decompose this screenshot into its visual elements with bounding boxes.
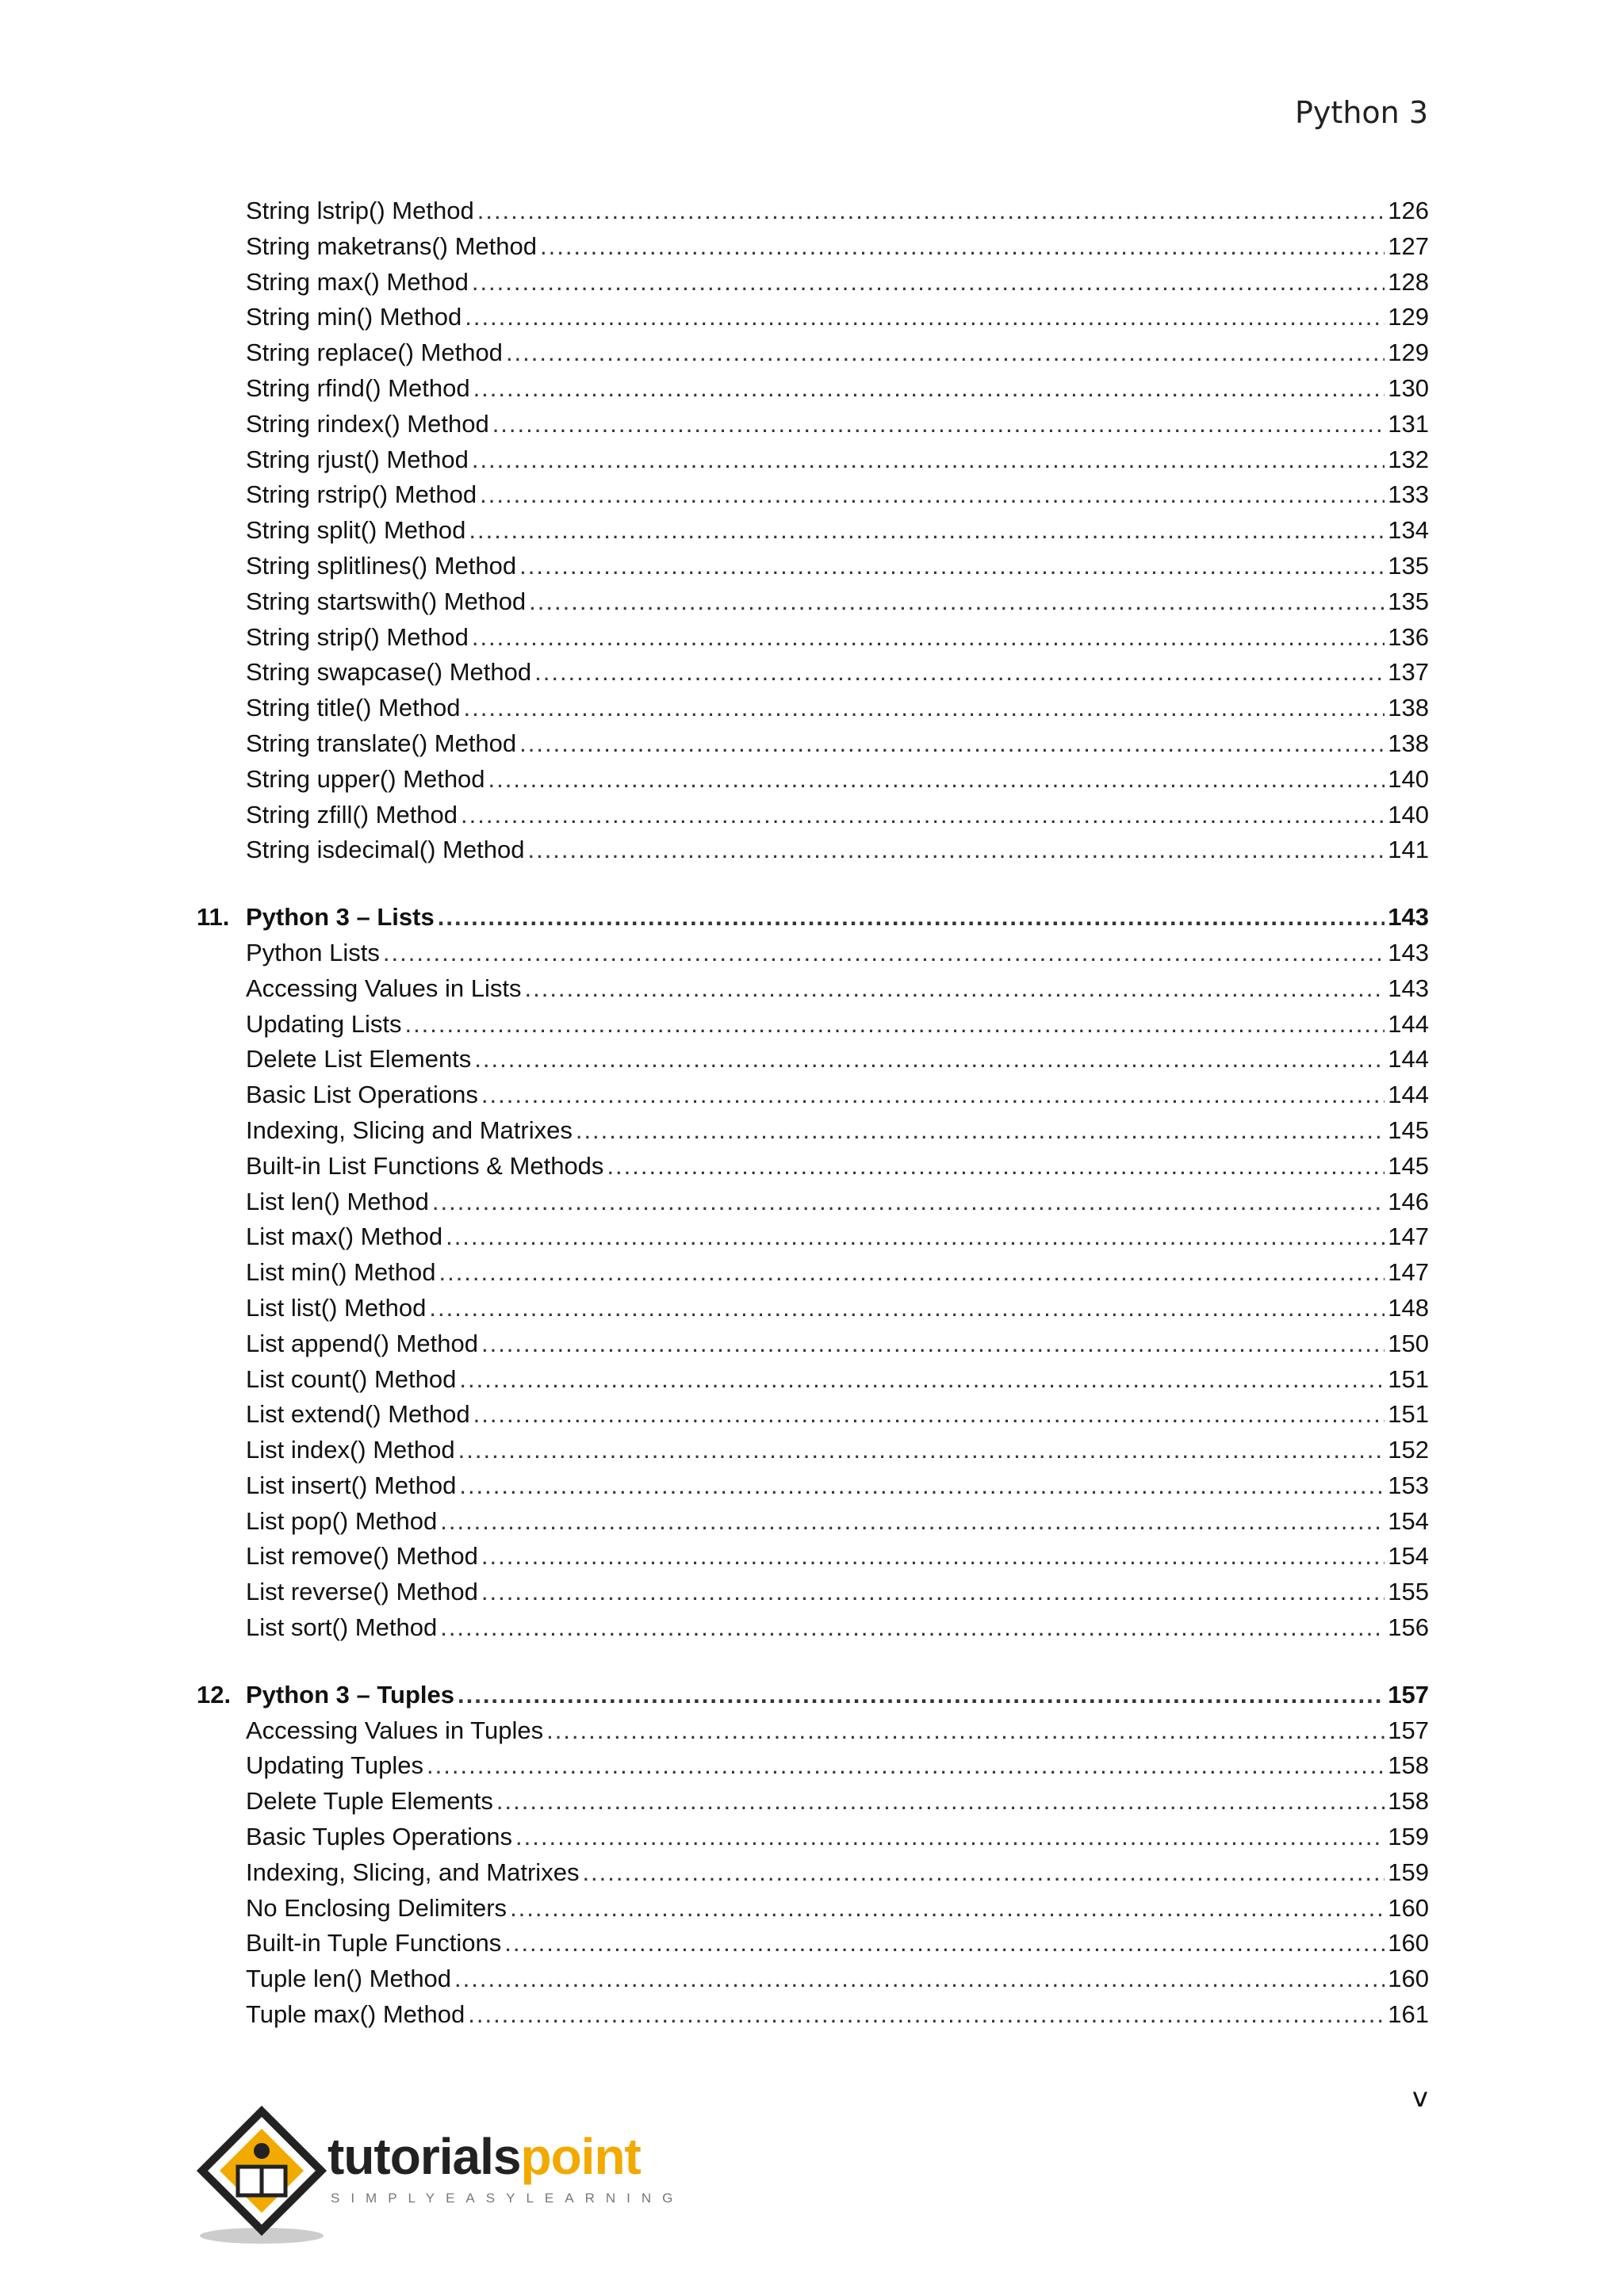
chapter-number: 12. bbox=[197, 1680, 232, 1709]
dot-leader bbox=[546, 1713, 1385, 1749]
toc-entry-page: 136 bbox=[1388, 622, 1429, 651]
dot-leader bbox=[459, 1468, 1385, 1504]
toc-entry[interactable] bbox=[197, 1539, 1429, 1575]
toc-entry[interactable] bbox=[197, 1926, 1429, 1961]
toc-entry-page: 156 bbox=[1388, 1613, 1429, 1642]
toc-entry-title: Python Lists bbox=[246, 938, 380, 966]
toc-entry-page: 148 bbox=[1388, 1293, 1429, 1322]
toc-entry[interactable] bbox=[197, 936, 1429, 971]
dot-leader bbox=[458, 1433, 1385, 1468]
toc-entry[interactable] bbox=[197, 1007, 1429, 1043]
toc-entry[interactable] bbox=[197, 1784, 1429, 1820]
toc-entry-page: 159 bbox=[1388, 1823, 1429, 1851]
toc-entry-title: List pop() Method bbox=[246, 1506, 438, 1535]
section-gap bbox=[197, 1646, 1429, 1678]
toc-entry-title: Built-in Tuple Functions bbox=[246, 1929, 502, 1957]
dot-leader bbox=[439, 1255, 1385, 1291]
toc-entry-page: 126 bbox=[1388, 197, 1429, 224]
toc-entry[interactable] bbox=[197, 762, 1429, 798]
toc-entry[interactable] bbox=[197, 513, 1429, 549]
toc-entry-title: String title() Method bbox=[246, 694, 461, 722]
toc-entry-page: 146 bbox=[1388, 1187, 1429, 1215]
toc-entry-title: List len() Method bbox=[246, 1187, 429, 1215]
toc-entry[interactable] bbox=[197, 1184, 1429, 1220]
toc-entry-title: Python 3 – Tuples bbox=[246, 1680, 454, 1709]
toc-entry-page: 143 bbox=[1388, 938, 1429, 966]
toc-entry-title: String zfill() Method bbox=[246, 800, 458, 828]
dot-leader bbox=[468, 1997, 1385, 2033]
toc-entry-page: 129 bbox=[1388, 339, 1429, 367]
toc-entry[interactable] bbox=[197, 726, 1429, 762]
toc-entry-page: 132 bbox=[1388, 445, 1429, 473]
toc-entry-page: 145 bbox=[1388, 1115, 1429, 1144]
toc-entry-page: 144 bbox=[1388, 1009, 1429, 1038]
toc-entry-title: String rstrip() Method bbox=[246, 480, 477, 509]
toc-entry[interactable] bbox=[197, 193, 1429, 229]
toc-entry-title: String splitlines() Method bbox=[246, 551, 517, 580]
dot-leader bbox=[461, 798, 1385, 833]
toc-entry[interactable] bbox=[197, 691, 1429, 726]
dot-leader bbox=[529, 584, 1385, 620]
dot-leader bbox=[519, 549, 1385, 584]
toc-entry-page: 144 bbox=[1388, 1081, 1429, 1109]
dot-leader bbox=[524, 971, 1385, 1007]
toc-entry-page: 134 bbox=[1388, 516, 1429, 545]
toc-entry-page: 130 bbox=[1388, 373, 1429, 402]
toc-entry-page: 145 bbox=[1388, 1151, 1429, 1180]
toc-entry-page: 127 bbox=[1388, 232, 1429, 260]
toc-entry-title: No Enclosing Delimiters bbox=[246, 1893, 508, 1922]
dot-leader bbox=[438, 900, 1385, 936]
toc-entry-title: String strip() Method bbox=[246, 622, 469, 651]
toc-entry-page: 138 bbox=[1388, 729, 1429, 757]
toc-entry-title: Delete List Elements bbox=[246, 1045, 472, 1073]
dot-leader bbox=[504, 1926, 1385, 1961]
toc-entry-page: 140 bbox=[1388, 764, 1429, 793]
table-of-contents bbox=[197, 193, 1429, 2033]
toc-entry-page: 133 bbox=[1388, 480, 1429, 509]
toc-entry-title: Updating Lists bbox=[246, 1009, 402, 1038]
toc-entry-title: List append() Method bbox=[246, 1329, 478, 1357]
dot-leader bbox=[481, 1326, 1385, 1362]
toc-entry-title: String upper() Method bbox=[246, 764, 485, 793]
toc-entry-title: Built-in List Functions & Methods bbox=[246, 1151, 604, 1180]
toc-entry[interactable] bbox=[197, 407, 1429, 442]
toc-entry[interactable] bbox=[197, 971, 1429, 1007]
toc-entry-page: 135 bbox=[1388, 587, 1429, 615]
dot-leader bbox=[481, 1539, 1385, 1575]
toc-entry-page: 143 bbox=[1388, 974, 1429, 1002]
toc-entry-page: 160 bbox=[1388, 1965, 1429, 1993]
toc-entry-title: Tuple max() Method bbox=[246, 2000, 465, 2029]
toc-entry[interactable] bbox=[197, 1219, 1429, 1255]
dot-leader bbox=[473, 1397, 1385, 1433]
toc-entry-page: 128 bbox=[1388, 267, 1429, 296]
toc-entry-page: 135 bbox=[1388, 551, 1429, 580]
logo-wordmark: tutorialspoint bbox=[327, 2128, 641, 2185]
toc-entry[interactable] bbox=[197, 1748, 1429, 1784]
toc-entry-title: String rindex() Method bbox=[246, 409, 489, 438]
toc-entry-page: 140 bbox=[1388, 800, 1429, 828]
section-gap bbox=[197, 868, 1429, 900]
toc-entry-title: List min() Method bbox=[246, 1258, 436, 1287]
toc-entry[interactable] bbox=[197, 1504, 1429, 1540]
toc-entry-page: 155 bbox=[1388, 1578, 1429, 1606]
toc-entry[interactable] bbox=[197, 549, 1429, 584]
toc-entry[interactable] bbox=[197, 1713, 1429, 1749]
dot-leader bbox=[576, 1113, 1385, 1149]
toc-entry-page: 144 bbox=[1388, 1045, 1429, 1073]
toc-entry[interactable] bbox=[197, 229, 1429, 265]
toc-entry-page: 158 bbox=[1388, 1751, 1429, 1780]
toc-entry[interactable] bbox=[197, 335, 1429, 371]
toc-entry-title: List sort() Method bbox=[246, 1613, 438, 1642]
toc-entry[interactable] bbox=[197, 1362, 1429, 1398]
toc-entry-title: List reverse() Method bbox=[246, 1578, 478, 1606]
dot-leader bbox=[506, 335, 1385, 371]
dot-leader bbox=[464, 691, 1385, 726]
dot-leader bbox=[472, 442, 1385, 478]
toc-entry-title: String replace() Method bbox=[246, 339, 503, 367]
toc-entry[interactable] bbox=[197, 442, 1429, 478]
toc-entry-page: 143 bbox=[1388, 903, 1429, 932]
chapter-number: 11. bbox=[197, 903, 230, 932]
toc-entry-title: List list() Method bbox=[246, 1293, 427, 1322]
toc-entry-page: 147 bbox=[1388, 1258, 1429, 1287]
toc-entry[interactable] bbox=[197, 1433, 1429, 1468]
dot-leader bbox=[440, 1610, 1385, 1646]
toc-chapter-entry[interactable] bbox=[197, 900, 1429, 936]
dot-leader bbox=[540, 229, 1385, 265]
toc-entry[interactable] bbox=[197, 1468, 1429, 1504]
dot-leader bbox=[607, 1149, 1385, 1184]
toc-entry-page: 138 bbox=[1388, 694, 1429, 722]
dot-leader bbox=[429, 1291, 1385, 1326]
dot-leader bbox=[481, 1077, 1385, 1113]
toc-entry-title: List count() Method bbox=[246, 1364, 457, 1393]
toc-entry-title: List max() Method bbox=[246, 1223, 443, 1251]
dot-leader bbox=[440, 1504, 1385, 1540]
toc-entry[interactable] bbox=[197, 832, 1429, 868]
toc-entry-page: 151 bbox=[1388, 1364, 1429, 1393]
toc-entry[interactable] bbox=[197, 1610, 1429, 1646]
toc-entry-page: 153 bbox=[1388, 1471, 1429, 1499]
toc-entry-page: 154 bbox=[1388, 1506, 1429, 1535]
logo-diamond-icon bbox=[194, 2105, 329, 2248]
toc-entry-title: List insert() Method bbox=[246, 1471, 457, 1499]
dot-leader bbox=[432, 1184, 1385, 1220]
toc-entry-page: 141 bbox=[1388, 836, 1429, 864]
toc-entry-title: Python 3 – Lists bbox=[246, 903, 435, 932]
toc-entry[interactable] bbox=[197, 371, 1429, 407]
toc-entry[interactable] bbox=[197, 1397, 1429, 1433]
logo-tagline: SIMPLYEASYLEARNING bbox=[331, 2191, 684, 2206]
dot-leader bbox=[383, 936, 1385, 971]
toc-entry-title: String translate() Method bbox=[246, 729, 517, 757]
page-number: v bbox=[1411, 2082, 1428, 2114]
toc-entry-title: String maketrans() Method bbox=[246, 232, 537, 260]
dot-leader bbox=[488, 762, 1385, 798]
page-header-title: Python 3 bbox=[1295, 95, 1428, 130]
dot-leader bbox=[496, 1784, 1385, 1820]
dot-leader bbox=[458, 1678, 1385, 1713]
dot-leader bbox=[454, 1961, 1385, 1997]
toc-entry-page: 158 bbox=[1388, 1787, 1429, 1816]
toc-entry-page: 157 bbox=[1388, 1680, 1429, 1709]
toc-entry[interactable] bbox=[197, 1042, 1429, 1077]
dot-leader bbox=[582, 1855, 1385, 1891]
dot-leader bbox=[459, 1362, 1385, 1398]
dot-leader bbox=[472, 620, 1385, 656]
toc-entry-title: Delete Tuple Elements bbox=[246, 1787, 493, 1816]
toc-entry-page: 160 bbox=[1388, 1893, 1429, 1922]
toc-entry-page: 161 bbox=[1388, 2000, 1429, 2029]
toc-entry[interactable] bbox=[197, 1077, 1429, 1113]
dot-leader bbox=[427, 1748, 1385, 1784]
tutorialspoint-logo bbox=[194, 2105, 684, 2248]
toc-entry-page: 150 bbox=[1388, 1329, 1429, 1357]
dot-leader bbox=[469, 513, 1385, 549]
toc-entry-title: Indexing, Slicing and Matrixes bbox=[246, 1115, 573, 1144]
dot-leader bbox=[474, 1042, 1385, 1077]
toc-entry[interactable] bbox=[197, 1891, 1429, 1927]
dot-leader bbox=[404, 1007, 1385, 1043]
toc-entry-page: 152 bbox=[1388, 1436, 1429, 1464]
toc-entry-title: String isdecimal() Method bbox=[246, 836, 525, 864]
toc-entry[interactable] bbox=[197, 798, 1429, 833]
dot-leader bbox=[481, 1575, 1385, 1610]
toc-entry-title: Basic List Operations bbox=[246, 1081, 478, 1109]
dot-leader bbox=[527, 832, 1385, 868]
toc-chapter-entry[interactable] bbox=[197, 1678, 1429, 1713]
toc-entry-title: String startswith() Method bbox=[246, 587, 527, 615]
toc-entry-title: List extend() Method bbox=[246, 1400, 470, 1429]
dot-leader bbox=[472, 265, 1385, 300]
toc-entry-title: Basic Tuples Operations bbox=[246, 1823, 513, 1851]
toc-entry[interactable] bbox=[197, 1961, 1429, 1997]
toc-entry-title: String lstrip() Method bbox=[246, 197, 474, 224]
toc-entry-page: 159 bbox=[1388, 1858, 1429, 1886]
toc-entry[interactable] bbox=[197, 1255, 1429, 1291]
toc-entry[interactable] bbox=[197, 1855, 1429, 1891]
dot-leader bbox=[480, 477, 1385, 513]
toc-entry-title: String rjust() Method bbox=[246, 445, 469, 473]
toc-entry-title: String max() Method bbox=[246, 267, 469, 296]
toc-entry[interactable] bbox=[197, 477, 1429, 513]
toc-entry-page: 154 bbox=[1388, 1542, 1429, 1571]
toc-entry-title: String split() Method bbox=[246, 516, 466, 545]
toc-entry[interactable] bbox=[197, 1575, 1429, 1610]
toc-entry-page: 157 bbox=[1388, 1716, 1429, 1744]
toc-entry-page: 129 bbox=[1388, 303, 1429, 331]
toc-entry[interactable] bbox=[197, 300, 1429, 335]
toc-entry-title: List index() Method bbox=[246, 1436, 455, 1464]
toc-entry-page: 147 bbox=[1388, 1223, 1429, 1251]
toc-entry-page: 151 bbox=[1388, 1400, 1429, 1429]
toc-entry[interactable] bbox=[197, 1997, 1429, 2033]
dot-leader bbox=[519, 726, 1385, 762]
toc-entry-title: List remove() Method bbox=[246, 1542, 478, 1571]
toc-entry[interactable] bbox=[197, 1820, 1429, 1855]
dot-leader bbox=[446, 1219, 1385, 1255]
dot-leader bbox=[473, 371, 1385, 407]
toc-entry-title: Accessing Values in Tuples bbox=[246, 1716, 544, 1744]
toc-entry-title: Updating Tuples bbox=[246, 1751, 424, 1780]
toc-entry-page: 131 bbox=[1388, 409, 1429, 438]
toc-entry-title: Indexing, Slicing, and Matrixes bbox=[246, 1858, 580, 1886]
dot-leader bbox=[534, 655, 1385, 691]
toc-entry-page: 137 bbox=[1388, 658, 1429, 687]
toc-entry-title: Accessing Values in Lists bbox=[246, 974, 522, 1002]
dot-leader bbox=[465, 300, 1385, 335]
dot-leader bbox=[477, 193, 1385, 229]
toc-entry-title: String swapcase() Method bbox=[246, 658, 532, 687]
toc-entry[interactable] bbox=[197, 1113, 1429, 1149]
dot-leader bbox=[510, 1891, 1385, 1927]
toc-entry-page: 160 bbox=[1388, 1929, 1429, 1957]
toc-entry[interactable] bbox=[197, 1149, 1429, 1184]
toc-entry[interactable] bbox=[197, 1326, 1429, 1362]
dot-leader bbox=[515, 1820, 1385, 1855]
toc-entry[interactable] bbox=[197, 1291, 1429, 1326]
toc-entry-title: String rfind() Method bbox=[246, 373, 470, 402]
dot-leader bbox=[492, 407, 1385, 442]
toc-entry[interactable] bbox=[197, 620, 1429, 656]
toc-entry[interactable] bbox=[197, 265, 1429, 300]
toc-entry-title: String min() Method bbox=[246, 303, 462, 331]
toc-entry[interactable] bbox=[197, 655, 1429, 691]
toc-entry[interactable] bbox=[197, 584, 1429, 620]
toc-entry-title: Tuple len() Method bbox=[246, 1965, 452, 1993]
